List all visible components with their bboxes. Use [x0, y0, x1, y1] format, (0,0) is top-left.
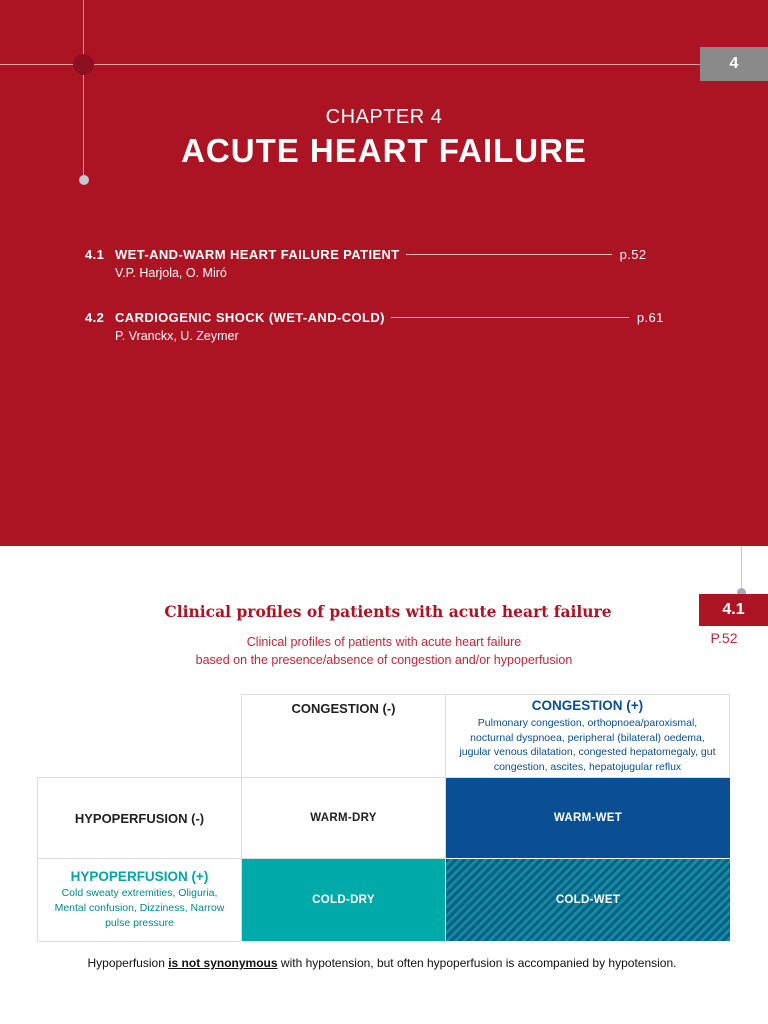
cell-warm-wet	[446, 778, 730, 858]
hypoperfusion-negative-label: HYPOPERFUSION (-)	[74, 810, 205, 826]
congestion-positive-label: CONGESTION (+)	[531, 698, 644, 713]
footnote-emphasis: is not synonymous	[168, 956, 278, 970]
row-hypoperfusion-negative	[37, 777, 242, 859]
figure-title: Clinical profiles of patients with acute heart failure	[164, 602, 612, 621]
toc-entry-4-1[interactable]	[85, 247, 647, 280]
cell-cold-dry	[242, 859, 445, 941]
congestion-negative-label: CONGESTION (-)	[291, 701, 396, 716]
congestion-positive-description: Pulmonary congestion, orthopnoea/paroxismal, nocturnal dyspnoea, peripheral (bilateral) oedema, jugular venous dilatation, congested hepatomegaly, gut congestion, ascites, hepatojugular reflux	[459, 717, 716, 773]
header-congestion-negative	[241, 694, 446, 778]
header-congestion-positive	[445, 694, 730, 778]
warm-wet-label: WARM-WET	[553, 812, 623, 824]
figure-subtitle	[0, 633, 768, 669]
warm-dry-label: WARM-DRY	[310, 812, 377, 824]
toc-title[interactable]: CARDIOGENIC SHOCK (WET-AND-COLD)	[115, 310, 385, 325]
footnote-text-before: Hypoperfusion	[87, 956, 169, 970]
cold-wet-label: COLD-WET	[555, 894, 621, 906]
section-page[interactable]: P.52	[710, 630, 738, 646]
toc-number: 4.2	[85, 310, 105, 325]
cell-warm-dry	[241, 777, 446, 859]
section-tab[interactable]: 4.1	[699, 594, 768, 626]
toc-page[interactable]: p.61	[636, 310, 664, 325]
toc-number: 4.1	[85, 247, 105, 262]
toc-leader-rule	[406, 254, 612, 255]
chapter-title: ACUTE HEART FAILURE	[181, 132, 587, 169]
chapter-label: CHAPTER 4	[325, 106, 443, 128]
toc-authors: P. Vranckx, U. Zeymer	[115, 329, 239, 343]
cell-cold-wet	[446, 859, 730, 941]
decorative-dot	[73, 54, 94, 75]
figure-subtitle-line1: Clinical profiles of patients with acute heart failure	[246, 635, 522, 649]
toc-entry-4-2[interactable]	[85, 310, 664, 343]
figure-subtitle-line2: based on the presence/absence of congestion and/or hypoperfusion	[195, 653, 573, 667]
row-hypoperfusion-positive	[37, 858, 242, 942]
toc-authors: V.P. Harjola, O. Miró	[115, 266, 227, 280]
chapter-tab[interactable]: 4	[700, 47, 768, 81]
toc-leader-rule	[391, 317, 629, 318]
section-marker-line	[741, 546, 742, 592]
decorative-dot-small	[79, 175, 89, 185]
hypoperfusion-positive-label: HYPOPERFUSION (+)	[70, 869, 209, 884]
footnote	[0, 956, 764, 970]
cold-dry-label: COLD-DRY	[312, 894, 375, 906]
toc-title[interactable]: WET-AND-WARM HEART FAILURE PATIENT	[115, 247, 400, 262]
toc-page[interactable]: p.52	[619, 247, 647, 262]
hypoperfusion-positive-description: Cold sweaty extremities, Oliguria, Mental confusion, Dizziness, Narrow pulse pressure	[54, 887, 225, 929]
footnote-text-after: with hypotension, but often hypoperfusion is accompanied by hypotension.	[277, 956, 677, 970]
decorative-horizontal-line	[0, 64, 700, 65]
